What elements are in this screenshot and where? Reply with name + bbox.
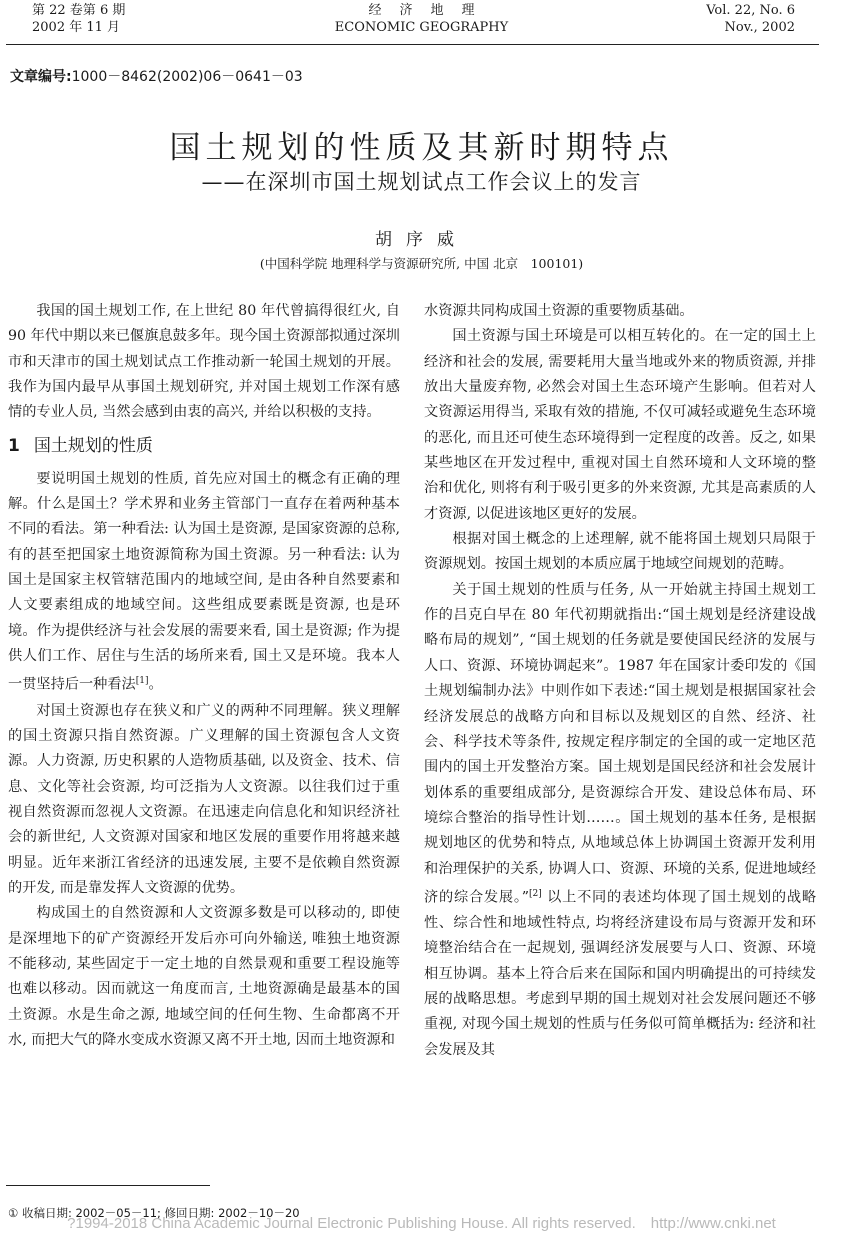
paragraph: 根据对国土概念的上述理解, 就不能将国土规划只局限于资源规划。按国土规划的本质应属于地域空间规划的范畴。 — [424, 531, 816, 573]
header-rule — [6, 44, 819, 45]
article-number-label: 文章编号: — [10, 69, 72, 85]
journal-issue-info-en — [706, 2, 795, 36]
citation-ref: [2] — [529, 888, 542, 899]
paragraph-text: 关于国土规划的性质与任务, 从一开始就主持国土规划工作的吕克白早在 80 年代初期就指出:“国土规划是经济建设战略布局的规划”, “国土规划的任务就是要使国民经济的发展与人口、资源、环境协调起来”。1987 年在国家计委印发的《国土规划编制办法》中则作如下表述:“国土规划是根据国家社会经济发展总的战略方向和目标以及规划区的自然、经济、社会、科学技术等条件, 按规定程序制定的全国的或一定地区范围内的国土开发整治方案。国土规划是国民经济和社会发展计划体系的重要组成部分, 是资源综合开发、建设总体布局、环境综合整治的指导性计划……。国土规划的基本任务, 是根据规划地区的优势和特点, 从地域总体上协调国土资源开发利用和治理保护的关系, 协调人口、资源、环境的关系, 促进地域经济的综合发展。” — [424, 581, 816, 906]
date-en: Nov., 2002 — [724, 20, 795, 35]
volume-issue-cn: 第 22 卷第 6 期 — [32, 3, 126, 18]
footnote-rule — [6, 1185, 210, 1186]
paper-title: 国土规划的性质及其新时期特点 — [169, 130, 674, 166]
left-column — [8, 299, 400, 1053]
footnote-received-date: ① 收稿日期: 2002－05－11; 修回日期: 2002－10－20 — [8, 1206, 300, 1220]
author-affiliation: (中国科学院 地理科学与资源研究所, 中国 北京 100101) — [259, 256, 584, 271]
right-column — [424, 299, 816, 1063]
paragraph: 构成国土的自然资源和人文资源多数是可以移动的, 即使是深埋地下的矿产资源经开发后亦可向外输送, 唯独土地资源不能移动, 某些固定于一定土地的自然景观和重要工程设施等也难以移动。因而就这一角度而言, 土地资源确是最基本的国土资源。水是生命之源, 地域空间的任何生物、生命都离不开水, 而把大气的降水变成水资源又离不开土地, 因而土地资源和 — [8, 905, 400, 1049]
section-title: 国土规划的性质 — [33, 435, 153, 456]
section-number: 1 — [8, 435, 20, 456]
paragraph-end: 以上不同的表述均体现了国土规划的战略性、综合性和地域性特点, 均将经济建设布局与资源开发和环境整治结合在一起规划, 强调经济发展要与人口、资源、环境相互协调。基本上符合后来在国际和国内明确提出的可持续发展的战略思想。考虑到早期的国土规划对社会发展问题还不够重视, 对现今国土规划的性质与任务似可简单概括为: 经济和社会发展及其 — [424, 889, 817, 1058]
paragraph: 对国土资源也存在狭义和广义的两种不同理解。狭义理解的国土资源只指自然资源。广义理解的国土资源包含人文资源。人力资源, 历史积累的人造物质基础, 以及资金、技术、信息、文化等社会资源, 均可泛指为人文资源。以往我们过于重视自然资源而忽视人文资源。在迅速走向信息化和知识经济社会的新世纪, 人文资源对国家和地区发展的重要作用将越来越明显。近年来浙江省经济的迅速发展, 主要不是依赖自然资源的开发, 而是靠发挥人文资源的优势。 — [8, 702, 400, 896]
paper-subtitle: ——在深圳市国土规划试点工作会议上的发言 — [201, 170, 642, 194]
copyright-watermark: ?1994-2018 China Academic Journal Electronic Publishing House. All rights reserved. http://www.cnki.net — [67, 1215, 776, 1232]
citation-ref: [1] — [135, 676, 149, 687]
paragraph: 我国的国土规划工作, 在上世纪 80 年代曾搞得很红火, 自 90 年代中期以来已偃旗息鼓多年。现今国土资源部拟通过深圳市和天津市的国土规划试点工作推动新一轮国土规划的开展。我作为国内最早从事国土规划研究, 并对国土规划工作深有感情的专业人员, 当然会感到由衷的高兴, 并给以积极的支持。 — [8, 303, 400, 421]
paragraph-text: 要说明国土规划的性质, 首先应对国土的概念有正确的理解。什么是国土？学术界和业务主管部门一直存在着两种基本不同的看法。第一种看法: 认为国土是资源, 是国家资源的总称, 有的甚至把国家土地资源简称为国土资源。另一种看法: 认为国土是国家主权管辖范围内的地域空间, 是由各种自然要素和人文要素组成的地域空间。这些组成要素既是资源, 也是环境。作为提供经济与社会发展的需要来看, 国土是资源; 作为提供人们工作、居住与生活的场所来看, 国土又是环境。我本人一贯坚持后一种看法 — [8, 470, 400, 694]
paragraph — [8, 467, 400, 699]
paragraph: 国土资源与国土环境是可以相互转化的。在一定的国土上经济和社会的发展, 需要耗用大量当地或外来的物质资源, 并排放出大量废弃物, 必然会对国土生态环境产生影响。但若对人文资源运用得当, 采取有效的措施, 不仅可减轻或避免生态环境的恶化, 而且还可使生态环境得到一定程度的改善。反之, 如果某些地区在开发过程中, 重视对国土自然环境和人文环境的整治和优化, 则将有利于吸引更多的外来资源, 尤其是高素质的人才资源, 以促进该地区更好的发展。 — [424, 328, 816, 522]
paragraph: 水资源共同构成国土资源的重要物质基础。 — [424, 303, 694, 319]
paragraph — [424, 578, 816, 1063]
date-cn: 2002 年 11 月 — [32, 20, 121, 35]
volume-issue-en: Vol. 22, No. 6 — [706, 3, 795, 18]
article-number — [10, 66, 303, 86]
journal-name-en: ECONOMIC GEOGRAPHY — [334, 20, 509, 35]
journal-name-cn: 经济地理 — [368, 3, 493, 18]
article-number-value: 1000－8462(2002)06－0641－03 — [71, 69, 303, 85]
author-name: 胡序威 — [375, 230, 468, 250]
section-heading — [8, 434, 400, 459]
paragraph-end: 。 — [148, 677, 163, 694]
